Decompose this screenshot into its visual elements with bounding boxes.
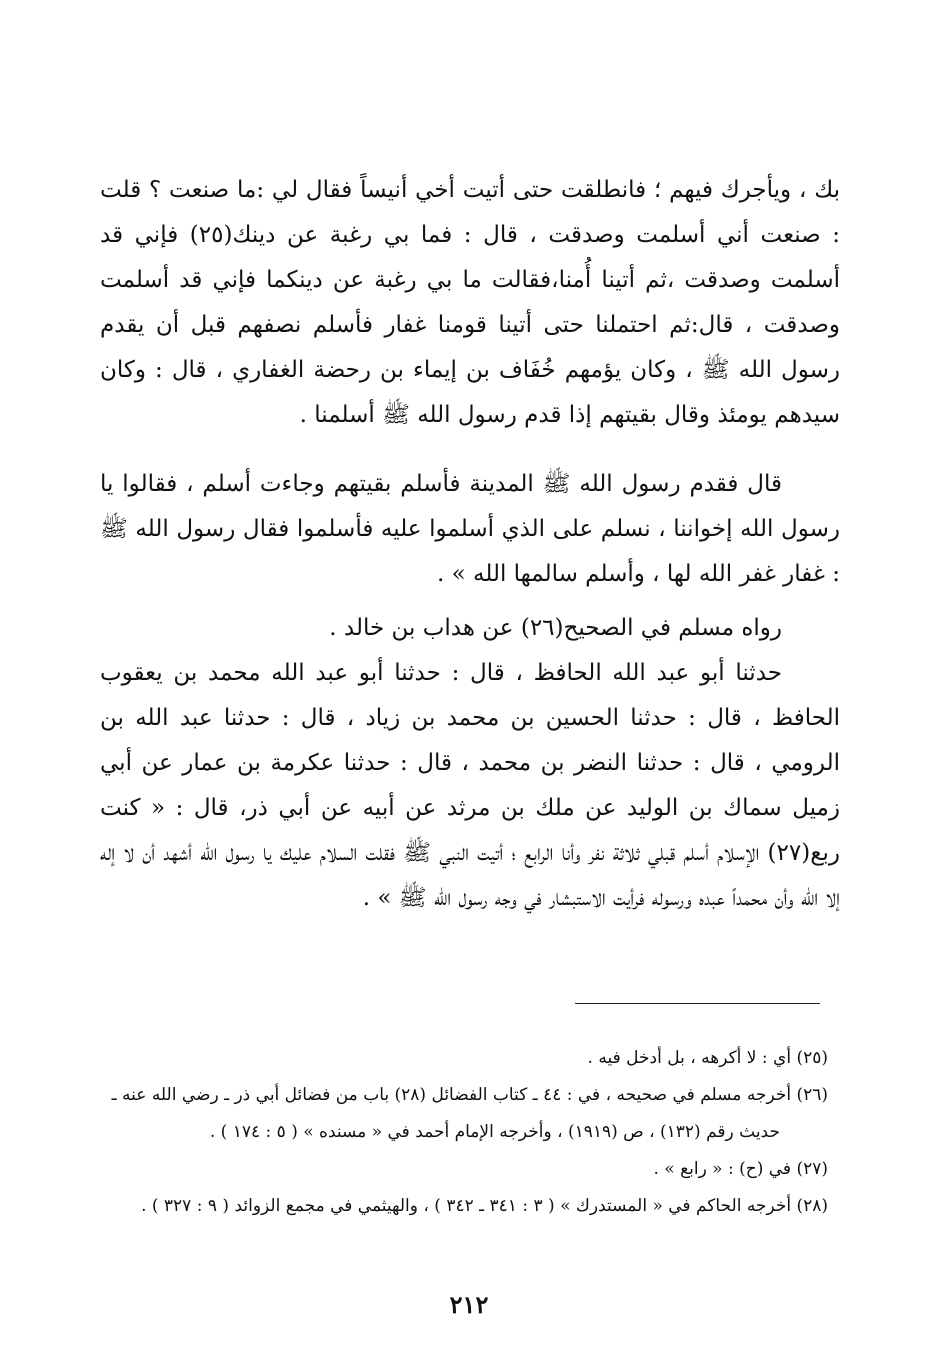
footnotes bbox=[100, 1040, 828, 1225]
footnote-27: (٢٧) في (ح) : « رابع » . bbox=[653, 1159, 828, 1179]
footnote-26-continued: حديث رقم (١٣٢) ، ص (١٩١٩) ، وأخرجه الإمام أحمد في « مسنده » ( ٥ : ١٧٤ ) . bbox=[209, 1122, 780, 1142]
footnote-26: (٢٦) أخرجه مسلم في صحيحه ، في : ٤٤ ـ كتاب الفضائل (٢٨) باب من فضائل أبي ذر ـ رضي الله عنه ـ bbox=[111, 1085, 828, 1105]
paragraph-isnad: حدثنا أبو عبد الله الحافظ ، قال : حدثنا أبو عبد الله محمد بن يعقوب الحافظ ، قال : حدثنا الحسين بن محمد بن زياد ، قال : حدثنا عبد الله بن الرومي ، قال : حدثنا النضر بن محمد ، قال : حدثنا عكرمة بن عمار عن أبي زميل سماك بن الوليد عن ملك بن مرثد عن أبيه عن أبي ذر، قال : « كنت ربع(٢٧) الإسلام أسلم قبلي ثلاثة نفر وأنا الرابع ؛ أتيت النبي ﷺ فقلت السلام عليك يا رسول الله أشهد أن لا إله إلا الله وأن محمداً عبده ورسوله فرأيت الاستبشار في وجه رسول الله ﷺ » . bbox=[100, 660, 840, 911]
footnote-28: (٢٨) أخرجه الحاكم في « المستدرك » ( ٣ : ٣٤١ ـ ٣٤٢ ) ، والهيثمي في مجمع الزوائد ( ٩ : ٣٢٧ ) . bbox=[141, 1196, 828, 1216]
paragraph-narration: بك ، ويأجرك فيهم ؛ فانطلقت حتى أتيت أخي أنيساً فقال لي :ما صنعت ؟ قلت : صنعت أني أسلمت وصدقت ، قال : فما بي رغبة عن دينك(٢٥) فإني قد أسلمت وصدقت ،ثم أتينا أُمنا،فقالت ما بي رغبة عن دينكما فإني قد أسلمت وصدقت ، قال:ثم احتملنا حتى أتينا قومنا غفار فأسلم نصفهم قبل أن يقدم رسول الله ﷺ ، وكان يؤمهم خُفَاف بن إيماء بن رحضة الغفاري ، قال : وكان سيدهم يومئذ وقال بقيتهم إذا قدم رسول الله ﷺ أسلمنا . bbox=[100, 177, 840, 428]
page-number: ٢١٢ bbox=[449, 1290, 489, 1319]
main-text-block-1 bbox=[100, 168, 840, 438]
main-text-block-3 bbox=[100, 606, 840, 921]
paragraph-riwayah: رواه مسلم في الصحيح(٢٦) عن هداب بن خالد . bbox=[329, 615, 782, 641]
footnote-25: (٢٥) أي : لا أكرهه ، بل أدخل فيه . bbox=[587, 1048, 828, 1068]
paragraph-ghifar: قال فقدم رسول الله ﷺ المدينة فأسلم بقيتهم وجاءت أسلم ، فقالوا يا رسول الله إخواننا ، نسلم على الذي أسلموا عليه فأسلموا فقال رسول الله ﷺ : غفار غفر الله لها ، وأسلم سالمها الله » . bbox=[100, 471, 840, 587]
footnote-separator bbox=[575, 1003, 820, 1004]
main-text-block-2 bbox=[100, 462, 840, 597]
